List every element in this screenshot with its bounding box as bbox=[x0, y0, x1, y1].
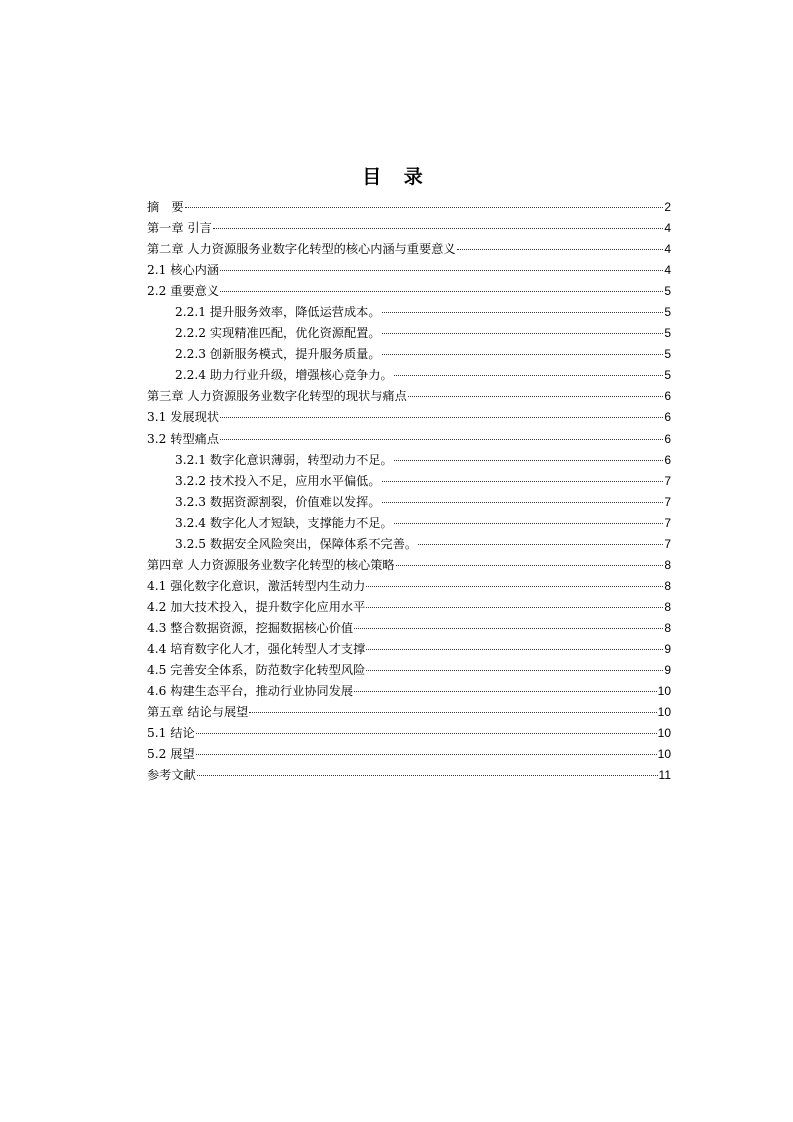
dot-leader bbox=[354, 690, 657, 692]
dot-leader bbox=[394, 522, 664, 524]
toc-entry-label: 3.2.1 数字化意识薄弱，转型动力不足。 bbox=[175, 452, 393, 467]
toc-entry-page-number: 8 bbox=[664, 557, 671, 572]
toc-entry-label: 摘 要 bbox=[147, 200, 184, 214]
toc-entry-page-number: 10 bbox=[657, 684, 671, 699]
toc-entry-label: 2.2.1 提升服务效率，降低运营成本。 bbox=[175, 305, 381, 320]
toc-entry[interactable] bbox=[147, 765, 671, 786]
toc-entry-label: 3.2.4 数字化人才短缺，支撑能力不足。 bbox=[175, 515, 393, 530]
dot-leader bbox=[418, 543, 663, 545]
dot-leader bbox=[394, 459, 664, 461]
dot-leader bbox=[382, 311, 664, 313]
dot-leader bbox=[408, 395, 664, 397]
toc-entry[interactable] bbox=[147, 492, 671, 513]
toc-entry-label: 2.2.2 实现精准匹配，优化资源配置。 bbox=[175, 326, 381, 341]
dot-leader bbox=[366, 648, 663, 650]
toc-entry-page-number: 5 bbox=[664, 305, 671, 320]
toc-entry-page-number: 8 bbox=[664, 578, 671, 593]
toc-entry-page-number: 7 bbox=[664, 536, 671, 551]
toc-entry-label: 2.2 重要意义 bbox=[147, 284, 220, 299]
toc-entry[interactable] bbox=[147, 260, 671, 281]
toc-entry[interactable] bbox=[147, 618, 671, 639]
dot-leader bbox=[382, 353, 664, 355]
page-title: 目 录 bbox=[362, 166, 431, 188]
toc-entry[interactable] bbox=[147, 555, 671, 576]
toc-entry-page-number: 6 bbox=[664, 452, 671, 467]
toc-entry-label: 4.2 加大技术投入，提升数字化应用水平 bbox=[147, 599, 366, 614]
toc-entry[interactable] bbox=[147, 576, 671, 597]
dot-leader bbox=[185, 206, 664, 208]
toc-entry-label: 3.2.2 技术投入不足，应用水平偏低。 bbox=[175, 473, 381, 488]
toc-entry-label: 5.2 展望 bbox=[147, 747, 195, 762]
toc-entry-label: 2.2.4 助力行业升级，增强核心竞争力。 bbox=[175, 368, 393, 383]
dot-leader bbox=[220, 438, 663, 440]
toc-entry-label: 4.5 完善安全体系，防范数字化转型风险 bbox=[147, 663, 366, 678]
toc-entry-page-number: 5 bbox=[664, 326, 671, 341]
toc-entry[interactable] bbox=[147, 597, 671, 618]
dot-leader bbox=[354, 627, 663, 629]
toc-entry-page-number: 4 bbox=[664, 263, 671, 278]
toc-entry[interactable] bbox=[147, 450, 671, 471]
toc-entry[interactable] bbox=[147, 639, 671, 660]
toc-entry[interactable] bbox=[147, 681, 671, 702]
toc-entry[interactable] bbox=[147, 723, 671, 744]
toc-entry-page-number: 10 bbox=[657, 747, 671, 762]
toc-entry[interactable] bbox=[147, 344, 671, 365]
dot-leader bbox=[382, 332, 664, 334]
toc-entry[interactable] bbox=[147, 471, 671, 492]
dot-leader bbox=[196, 732, 657, 734]
dot-leader bbox=[382, 501, 664, 503]
toc-entry-page-number: 9 bbox=[664, 663, 671, 678]
toc-entry-label: 4.1 强化数字化意识，激活转型内生动力 bbox=[147, 578, 366, 593]
toc-entry-label: 4.3 整合数据资源，挖掘数据核心价值 bbox=[147, 620, 354, 635]
toc-entry[interactable] bbox=[147, 386, 671, 407]
dot-leader bbox=[457, 248, 664, 250]
toc-entry-label: 3.2.3 数据资源割裂，价值难以发挥。 bbox=[175, 494, 381, 509]
dot-leader bbox=[394, 374, 664, 376]
dot-leader bbox=[196, 753, 657, 755]
toc-entry-label: 第四章 人力资源服务业数字化转型的核心策略 bbox=[147, 557, 395, 572]
toc-entry-label: 4.6 构建生态平台，推动行业协同发展 bbox=[147, 684, 354, 699]
dot-leader bbox=[249, 711, 656, 713]
dot-leader bbox=[382, 480, 664, 482]
toc-entry[interactable] bbox=[147, 744, 671, 765]
toc-entry-page-number: 5 bbox=[664, 347, 671, 362]
toc-entry-label: 第三章 人力资源服务业数字化转型的现状与痛点 bbox=[147, 389, 407, 404]
dot-leader bbox=[213, 227, 664, 229]
toc-entry-page-number: 6 bbox=[664, 410, 671, 425]
table-of-contents bbox=[147, 197, 671, 786]
toc-entry-page-number: 5 bbox=[664, 284, 671, 299]
toc-entry-page-number: 4 bbox=[664, 221, 671, 236]
toc-entry[interactable] bbox=[147, 407, 671, 428]
toc-entry-page-number: 7 bbox=[664, 494, 671, 509]
dot-leader bbox=[220, 290, 663, 292]
toc-entry-label: 第二章 人力资源服务业数字化转型的核心内涵与重要意义 bbox=[147, 242, 456, 257]
toc-entry[interactable] bbox=[147, 302, 671, 323]
toc-entry-page-number: 10 bbox=[657, 705, 671, 720]
toc-entry-page-number: 9 bbox=[664, 641, 671, 656]
toc-entry-page-number: 4 bbox=[664, 242, 671, 257]
toc-entry-page-number: 6 bbox=[664, 431, 671, 446]
toc-entry-label: 5.1 结论 bbox=[147, 726, 195, 741]
dot-leader bbox=[220, 416, 663, 418]
toc-entry[interactable] bbox=[147, 239, 671, 260]
toc-entry-label: 参考文献 bbox=[147, 768, 196, 783]
toc-entry-label: 3.2 转型痛点 bbox=[147, 431, 220, 446]
toc-entry-label: 2.2.3 创新服务模式，提升服务质量。 bbox=[175, 347, 381, 362]
dot-leader bbox=[396, 564, 664, 566]
toc-entry-page-number: 8 bbox=[664, 599, 671, 614]
toc-entry[interactable] bbox=[147, 218, 671, 239]
toc-entry-page-number: 7 bbox=[664, 473, 671, 488]
dot-leader bbox=[366, 669, 663, 671]
toc-entry-page-number: 6 bbox=[664, 389, 671, 404]
toc-entry[interactable] bbox=[147, 323, 671, 344]
toc-entry-page-number: 10 bbox=[657, 726, 671, 741]
toc-entry-page-number: 8 bbox=[664, 620, 671, 635]
toc-entry[interactable] bbox=[147, 513, 671, 534]
toc-entry-label: 第五章 结论与展望 bbox=[147, 705, 249, 720]
dot-leader bbox=[366, 606, 663, 608]
toc-entry[interactable] bbox=[147, 702, 671, 723]
toc-entry-page-number: 11 bbox=[658, 768, 671, 783]
toc-entry[interactable] bbox=[147, 197, 671, 218]
toc-entry[interactable] bbox=[147, 534, 671, 555]
toc-entry-page-number: 2 bbox=[664, 200, 671, 214]
toc-entry-page-number: 5 bbox=[664, 368, 671, 383]
toc-entry-label: 第一章 引言 bbox=[147, 221, 212, 236]
toc-entry-label: 3.1 发展现状 bbox=[147, 410, 220, 425]
toc-entry[interactable] bbox=[147, 660, 671, 681]
dot-leader bbox=[197, 774, 658, 776]
dot-leader bbox=[220, 269, 663, 271]
toc-entry[interactable] bbox=[147, 429, 671, 450]
toc-entry-page-number: 7 bbox=[664, 515, 671, 530]
toc-entry-label: 3.2.5 数据安全风险突出，保障体系不完善。 bbox=[175, 536, 418, 551]
toc-entry[interactable] bbox=[147, 365, 671, 386]
dot-leader bbox=[366, 585, 663, 587]
toc-entry-label: 2.1 核心内涵 bbox=[147, 263, 220, 278]
toc-entry[interactable] bbox=[147, 281, 671, 302]
toc-entry-label: 4.4 培育数字化人才，强化转型人才支撑 bbox=[147, 641, 366, 656]
